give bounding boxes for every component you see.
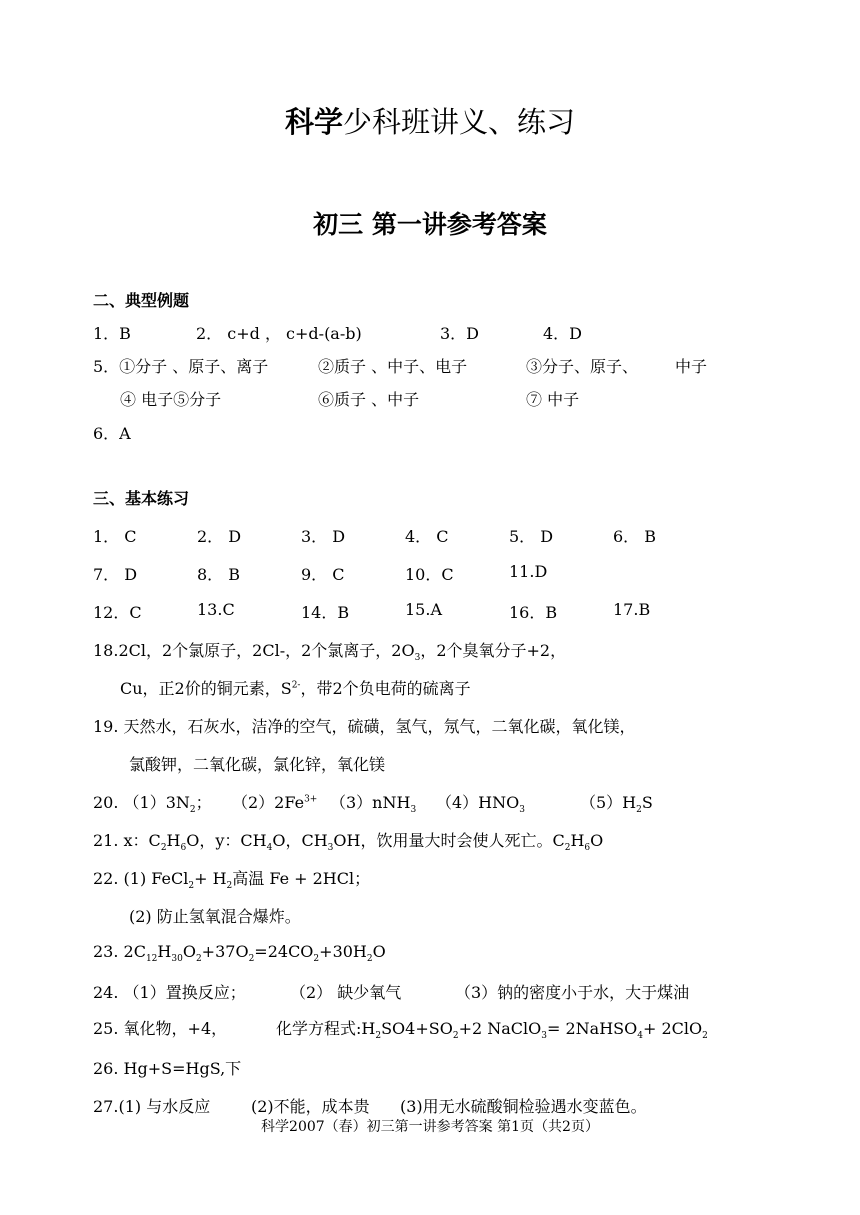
text-run: O	[372, 942, 386, 961]
text-run: H	[157, 942, 172, 961]
text-run: + 2ClO	[642, 1019, 703, 1038]
text-run: +30H	[319, 942, 367, 961]
page-title	[0, 100, 860, 141]
superscript: 3+	[304, 794, 318, 805]
answer-5-part3: ③分子、原子、	[526, 357, 639, 376]
answer-22-line1	[93, 866, 371, 892]
text-run: S	[641, 793, 653, 812]
answer-23	[93, 942, 386, 965]
practice-answer-14: 14．B	[301, 603, 350, 622]
subscript: 4	[266, 843, 273, 854]
subscript: 6	[584, 843, 591, 854]
text-run: OH，饮用量大时会使人死亡。C	[333, 831, 565, 850]
text-run: 20. （1）3N	[93, 793, 190, 812]
text-run: 高温 Fe + 2HCl；	[232, 869, 371, 888]
text-run: H	[570, 831, 585, 850]
text-run: 18.2Cl，2个氯原子，2Cl-，2个氯离子，2O	[93, 641, 415, 660]
text-run: （5）H	[580, 793, 637, 812]
answer-20-part1	[93, 790, 212, 816]
subscript: 2	[702, 1031, 708, 1042]
answer-5-part2: ②质子 、中子、电子	[318, 357, 468, 376]
subscript: 30	[171, 954, 183, 965]
answer-22-line2: (2) 防止氢氧混合爆炸。	[129, 907, 301, 926]
subscript: 2	[195, 954, 202, 965]
answer-24-part3: （3）钠的密度小于水，大于煤油	[455, 983, 690, 1002]
answer-25-part1: 25. 氧化物，+4，	[93, 1019, 228, 1038]
practice-answer-12: 12．C	[93, 603, 142, 622]
text-run: + H	[194, 869, 227, 888]
practice-answer-17: 17.B	[613, 600, 651, 619]
subscript: 2	[313, 954, 320, 965]
answer-26: 26. Hg+S=HgS,下	[93, 1059, 242, 1078]
answer-25-part2	[276, 1016, 708, 1042]
answer-18-line2	[120, 676, 471, 699]
answer-24-part2: （2） 缺少氧气	[290, 983, 402, 1002]
text-run: +2 NaClO	[458, 1019, 542, 1038]
text-run: O	[590, 831, 604, 850]
text-run: O	[182, 942, 196, 961]
subscript: 2	[189, 805, 196, 816]
subscript: 2	[564, 843, 571, 854]
answer-27-part2: (2)不能，成本贵	[251, 1097, 370, 1116]
superscript: 2-	[291, 680, 301, 691]
practice-answer-11: 11.D	[509, 562, 548, 581]
practice-answer-7: 7． D	[93, 565, 138, 584]
practice-answer-13: 13.C	[197, 600, 235, 619]
practice-answer-15: 15.A	[405, 600, 442, 619]
practice-answer-1: 1． C	[93, 527, 137, 546]
answer-5-part4: 中子	[675, 357, 708, 376]
answer-5-part5: ④ 电子⑤分子	[120, 390, 222, 409]
section-heading-examples: 二、典型例题	[93, 291, 190, 310]
page-subtitle: 初三 第一讲参考答案	[313, 210, 547, 239]
answer-5-part6: ⑥质子 、中子	[318, 390, 420, 409]
answer-4: 4．D	[543, 324, 583, 343]
answer-18-line1	[93, 638, 567, 664]
subscript: 2	[636, 805, 642, 816]
answer-27-part3: (3)用无水硫酸铜检验遇水变蓝色。	[400, 1097, 647, 1116]
subscript: 12	[145, 954, 158, 965]
subscript: 3	[414, 653, 421, 664]
text-run: = 2NaHSO	[547, 1019, 638, 1038]
answer-21	[93, 828, 604, 854]
subscript: 3	[519, 805, 525, 816]
text-run: SO4+SO	[381, 1019, 453, 1038]
answer-5-part1: 5．①分子 、原子、离子	[93, 357, 269, 376]
practice-answer-2: 2． D	[197, 527, 242, 546]
answer-20-part4	[436, 790, 525, 816]
answer-19-line2: 氯酸钾，二氧化碳，氯化锌，氧化镁	[129, 755, 386, 774]
practice-answer-16: 16．B	[509, 603, 558, 622]
text-run: 22. (1) FeCl	[93, 869, 189, 888]
text-run: （3）nNH	[330, 793, 411, 812]
subscript: 6	[180, 843, 187, 854]
section-heading-practice: 三、基本练习	[93, 489, 190, 508]
subscript: 2	[366, 954, 373, 965]
answer-20-part3	[330, 790, 417, 816]
answer-19-line1: 19. 天然水，石灰水，洁净的空气，硫磺，氢气，氖气，二氧化碳，氧化镁，	[93, 717, 636, 736]
answer-24-part1: 24. （1）置换反应；	[93, 983, 246, 1002]
text-run: 23. 2C	[93, 942, 146, 961]
text-run: O，CH	[272, 831, 328, 850]
subscript: 3	[327, 843, 334, 854]
text-run: ，2个臭氧分子+2，	[420, 641, 567, 660]
title-bold-part: 科学	[284, 105, 343, 139]
text-run: （2）2Fe	[232, 793, 305, 812]
practice-answer-5: 5． D	[509, 527, 554, 546]
subscript: 3	[541, 1031, 547, 1042]
text-run: 21. x：C	[93, 831, 161, 850]
practice-answer-4: 4． C	[405, 527, 449, 546]
subscript: 2	[160, 843, 167, 854]
text-run: Cu，正2价的铜元素，S	[120, 679, 292, 698]
answer-2: 2． c+d ， c+d-(a-b)	[196, 324, 362, 343]
text-run: ，带2个负电荷的硫离子	[300, 679, 471, 698]
subscript: 2	[226, 881, 233, 892]
text-run: O，y：CH	[186, 831, 267, 850]
text-run: +37O	[201, 942, 249, 961]
answer-27-part1: 27.(1) 与水反应	[93, 1097, 211, 1116]
practice-answer-6: 6． B	[613, 527, 657, 546]
title-rest-part: 少科班讲义、练习	[343, 105, 576, 139]
text-run: H	[166, 831, 181, 850]
answer-20-part5	[580, 790, 653, 816]
practice-answer-3: 3． D	[301, 527, 346, 546]
text-run: （4）HNO	[436, 793, 520, 812]
answer-1: 1．B	[93, 324, 131, 343]
subscript: 2	[375, 1031, 382, 1042]
answer-5-part7: ⑦ 中子	[526, 390, 580, 409]
text-run: =24CO	[254, 942, 314, 961]
subscript: 2	[452, 1031, 459, 1042]
answer-3: 3．D	[440, 324, 480, 343]
subscript: 2	[248, 954, 255, 965]
practice-answer-8: 8． B	[197, 565, 241, 584]
practice-answer-9: 9． C	[301, 565, 345, 584]
text-run: ；	[195, 793, 212, 812]
subscript: 3	[410, 805, 417, 816]
practice-answer-10: 10．C	[405, 565, 454, 584]
answer-6: 6．A	[93, 424, 131, 443]
subscript: 4	[637, 1031, 643, 1042]
page-footer: 科学2007（春）初三第一讲参考答案 第1页（共2页）	[261, 1119, 599, 1135]
answer-20-part2	[232, 790, 317, 813]
subscript: 2	[188, 881, 195, 892]
text-run: 化学方程式:H	[276, 1019, 376, 1038]
